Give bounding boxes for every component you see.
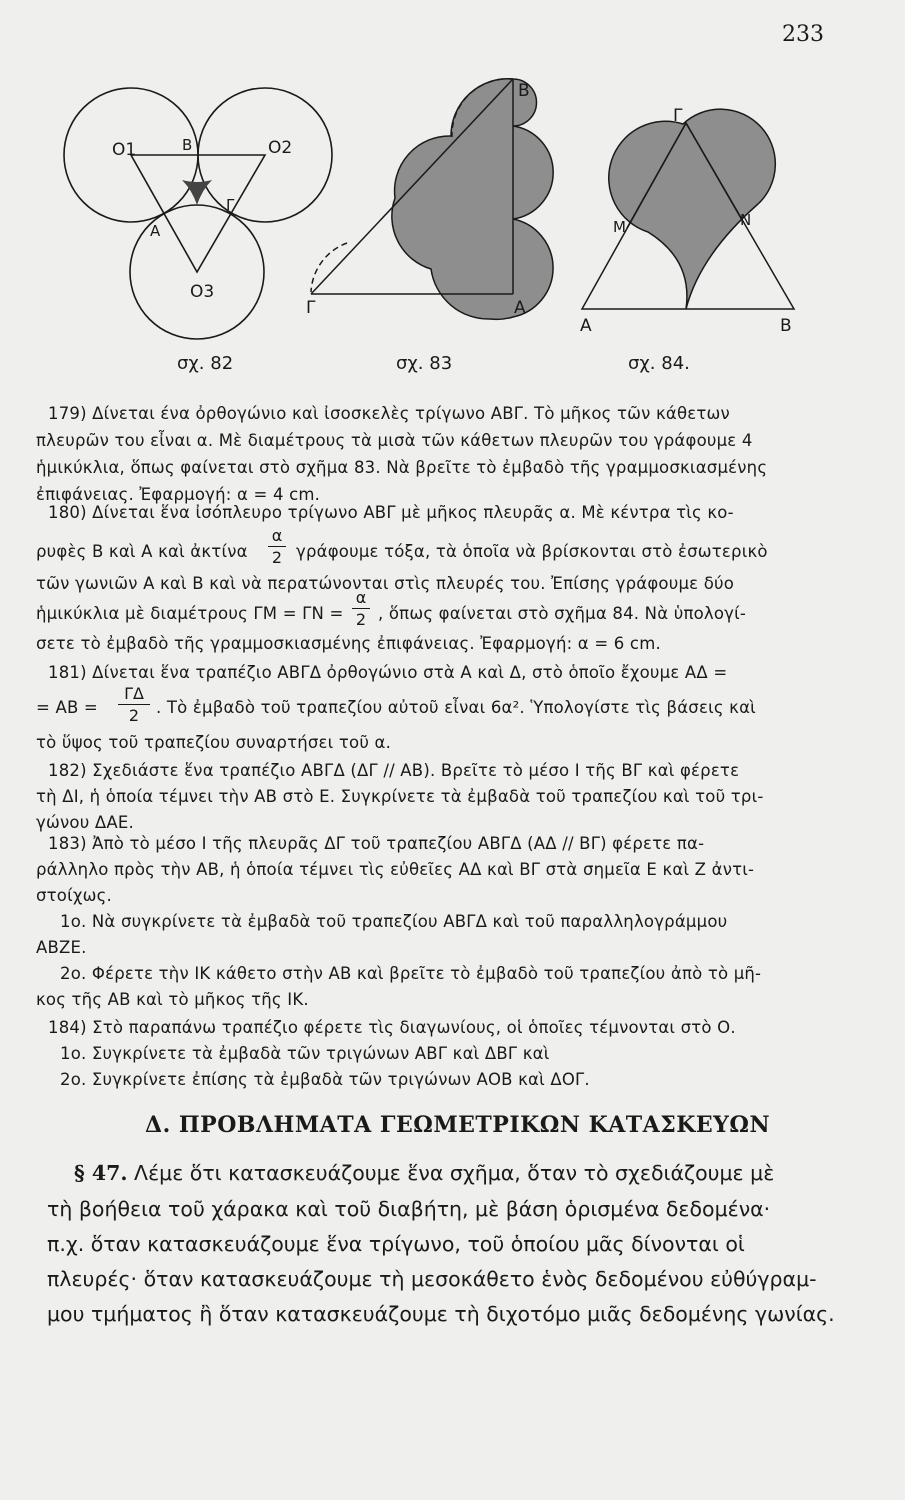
section-line1 [74,1160,774,1186]
label-g: Γ [673,106,683,126]
p184-line1: 184) Στὸ παραπάνω τραπέζιο φέρετε τὶς διαγωνίους, οἱ ὁποῖες τέμνονται στὸ Ο. [48,1018,736,1037]
p183-line2: ράλληλο πρὸς τὴν ΑΒ, ἡ ὁποία τέμνει τὶς εὐθεῖες ΑΔ καὶ ΒΓ στὰ σημεῖα Ε καὶ Ζ ἀντι- [36,860,755,879]
p179-line2: πλευρῶν του εἶναι α. Μὲ διαμέτρους τὰ μισὰ τῶν κάθετων πλευρῶν του γράφουμε 4 [36,431,753,450]
p183-line1: 183) Ἀπὸ τὸ μέσο Ι τῆς πλευρᾶς ΔΓ τοῦ τραπεζίου ΑΒΓΔ (ΑΔ // ΒΓ) φέρετε πα- [48,834,705,853]
section-line1-text: Λέμε ὅτι κατασκευάζουμε ἕνα σχῆμα, ὅταν τὸ σχεδιάζουμε μὲ [127,1161,775,1185]
p180-line5: σετε τὸ ἐμβαδὸ τῆς γραμμοσκιασμένης ἐπιφάνειας. Ἐφαρμογή: α = 6 cm. [36,634,661,653]
label-b: B [518,81,530,101]
p179-line4: ἐπιφάνειας. Ἐφαρμογή: α = 4 cm. [36,485,321,504]
p183-line3: στοίχως. [36,886,112,905]
section-line3: π.χ. ὅταν κατασκευάζουμε ἕνα τρίγωνο, τοῦ ὁποίου μᾶς δίνονται οἱ [47,1232,745,1256]
p181-frac-bar [118,704,150,705]
p184-line3: 2ο. Συγκρίνετε ἐπίσης τὰ ἐμβαδὰ τῶν τριγώνων ΑΟΒ καὶ ΔΟΓ. [60,1070,590,1089]
section-line5: μου τμήματος ἢ ὅταν κατασκευάζουμε τὴ διχοτόμο μιᾶς δεδομένης γωνίας. [47,1302,835,1326]
p180-frac1-den: 2 [271,548,283,567]
p180-line2b: γράφουμε τόξα, τὰ ὁποῖα νὰ βρίσκονται στὸ ἐσωτερικὸ [296,542,768,561]
label-n: N [740,211,752,229]
caption-83: σχ. 83 [396,353,453,374]
page-number: 233 [782,22,824,47]
label-a: A [580,316,592,336]
p180-line4b: , ὅπως φαίνεται στὸ σχῆμα 84. Νὰ ὑπολογί- [378,604,747,623]
p182-line1: 182) Σχεδιάστε ἕνα τραπέζιο ΑΒΓΔ (ΔΓ // ΑΒ). Βρεῖτε τὸ μέσο Ι τῆς ΒΓ καὶ φέρετε [48,761,740,780]
label-o2: O2 [268,138,293,158]
section-heading: Δ. ΠΡΟΒΛΗΜΑΤΑ ΓΕΩΜΕΤΡΙΚΩΝ ΚΑΤΑΣΚΕΥΩΝ [145,1112,771,1138]
p180-frac2-num: α [355,588,367,607]
p182-line2: τὴ ΔΙ, ἡ ὁποία τέμνει τὴν ΑΒ στὸ Ε. Συγκρίνετε τὰ ἐμβαδὰ τοῦ τραπεζίου καὶ τοῦ τρι- [36,787,764,806]
p181-line1: 181) Δίνεται ἕνα τραπέζιο ΑΒΓΔ ὀρθογώνιο στὰ Α καὶ Δ, στὸ ὁποῖο ἔχουμε ΑΔ = [48,663,728,682]
triangle [131,155,265,272]
label-g: Γ [226,196,235,214]
p183-line4: 1ο. Νὰ συγκρίνετε τὰ ἐμβαδὰ τοῦ τραπεζίου ΑΒΓΔ καὶ τοῦ παραλληλογράμμου [60,912,728,931]
label-m: M [613,218,626,236]
p180-frac1-num: α [271,526,283,545]
figures [0,0,905,380]
p181-frac-num: ΓΔ [124,684,144,703]
p179-line1: 179) Δίνεται ένα ὀρθογώνιο καὶ ἰσοσκελὲς τρίγωνο ΑΒΓ. Τὸ μῆκος τῶν κάθετων [48,404,730,423]
caption-82: σχ. 82 [177,353,234,374]
p182-line3: γώνου ΔΑΕ. [36,813,134,832]
p180-frac2-bar [352,608,370,609]
section-line4: πλευρές· ὅταν κατασκευάζουμε τὴ μεσοκάθετο ἑνὸς δεδομένου εὐθύγραμ- [47,1267,817,1291]
label-a: A [514,298,526,318]
p179-line3: ἡμικύκλια, ὅπως φαίνεται στὸ σχῆμα 83. Νὰ βρεῖτε τὸ ἐμβαδὸ τῆς γραμμοσκιασμένης [36,458,768,477]
p181-line2a: = ΑΒ = [36,698,98,717]
shaded-region [609,109,776,309]
p180-frac1-bar [268,546,286,547]
p181-line3: τὸ ὕψος τοῦ τραπεζίου συναρτήσει τοῦ α. [36,733,392,752]
label-o3: O3 [190,282,215,302]
caption-84: σχ. 84. [628,353,690,374]
figure-84 [580,106,794,374]
label-o1: O1 [112,140,137,160]
p184-line2: 1ο. Συγκρίνετε τὰ ἐμβαδὰ τῶν τριγώνων ΑΒΓ καὶ ΔΒΓ καὶ [60,1044,550,1063]
label-b: B [780,316,792,336]
p183-line6: 2ο. Φέρετε τὴν ΙΚ κάθετο στὴν ΑΒ καὶ βρεῖτε τὸ ἐμβαδὸ τοῦ τραπεζίου ἀπὸ τὸ μῆ- [60,964,762,983]
p181-frac-den: 2 [128,706,140,725]
section-line2: τὴ βοήθεια τοῦ χάρακα καὶ τοῦ διαβήτη, μὲ βάση ὁρισμένα δεδομένα· [47,1197,771,1221]
label-g: Γ [306,298,316,318]
figure-83 [306,79,553,374]
p180-line4a: ἡμικύκλια μὲ διαμέτρους ΓΜ = ΓΝ = [36,604,344,623]
arc-left-dashed [311,243,347,292]
p180-line2a: ρυφὲς Β καὶ Α καὶ ἀκτίνα [36,542,248,561]
figure-82 [64,88,332,374]
label-b: B [182,136,193,154]
shaded-region [392,79,553,320]
p183-line5: ΑΒΖΕ. [36,938,87,957]
p180-frac2-den: 2 [355,610,367,629]
p183-line7: κος τῆς ΑΒ καὶ τὸ μῆκος τῆς ΙΚ. [36,990,309,1009]
section-mark: § 47. [74,1161,128,1185]
p181-line2b: . Τὸ ἐμβαδὸ τοῦ τραπεζίου αὐτοῦ εἶναι 6α². Ὑπολογίστε τὶς βάσεις καὶ [156,698,756,717]
p180-line3: τῶν γωνιῶν Α καὶ Β καὶ νὰ περατώνονται στὶς πλευρές του. Ἐπίσης γράφουμε δύο [36,574,735,593]
p180-line1: 180) Δίνεται ἕνα ἰσόπλευρο τρίγωνο ΑΒΓ μὲ μῆκος πλευρᾶς α. Μὲ κέντρα τὶς κο- [48,503,734,522]
label-a: A [150,222,161,240]
